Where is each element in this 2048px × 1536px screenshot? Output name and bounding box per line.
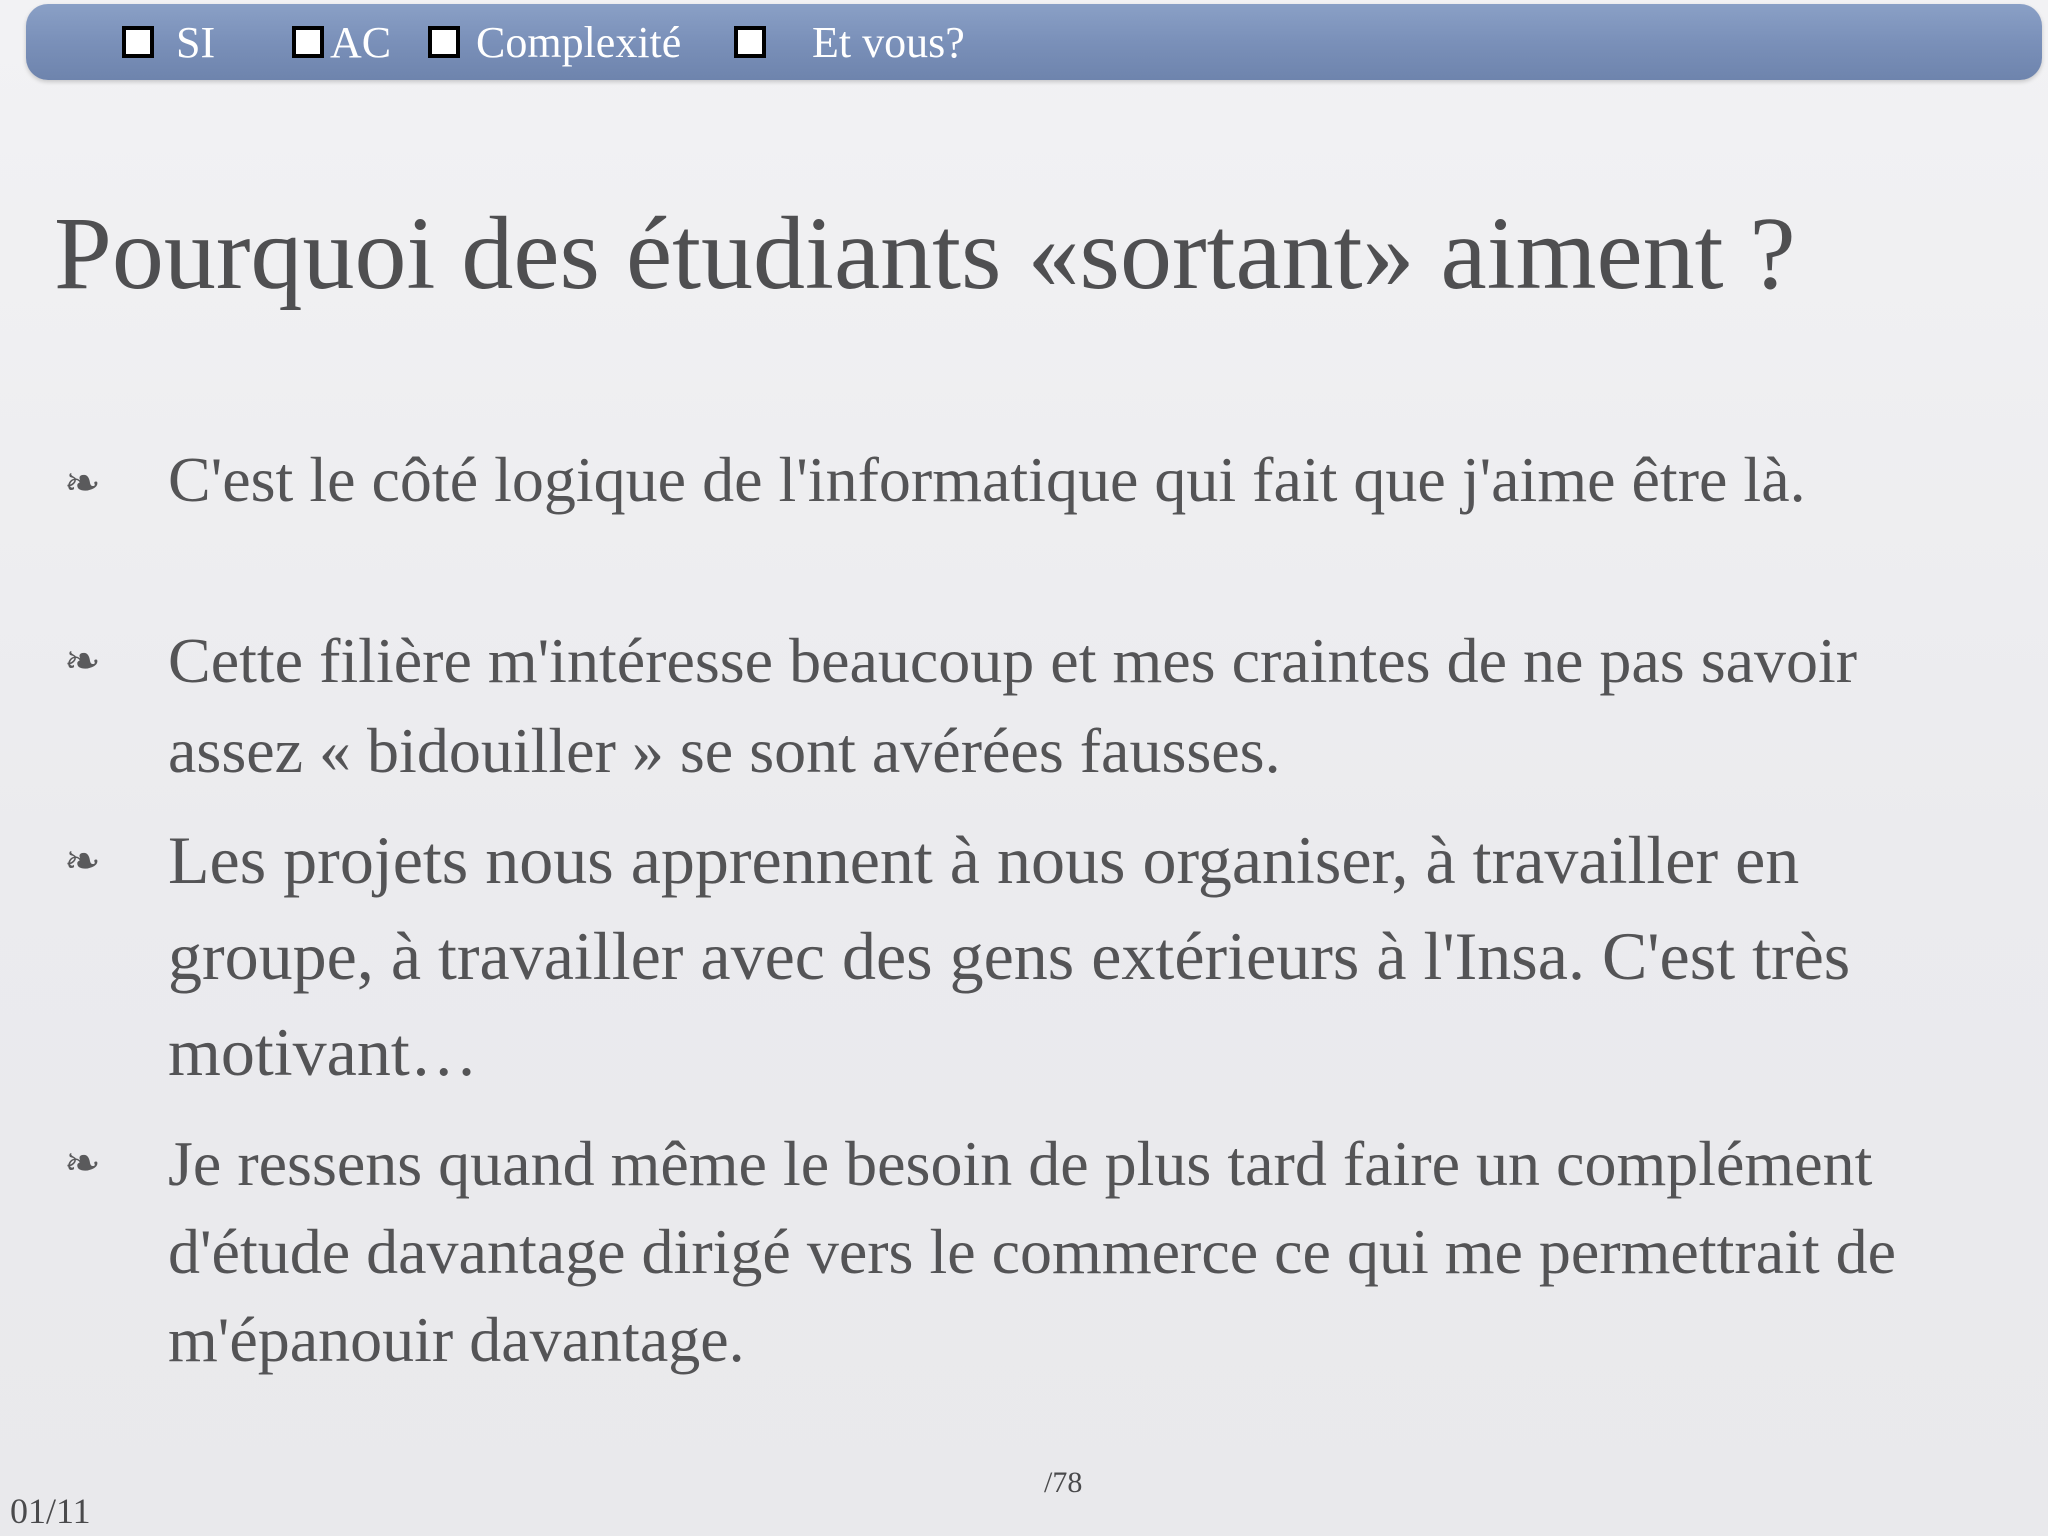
bullet-text: C'est le côté logique de l'informatique qui fait que j'aime être là. bbox=[168, 444, 1806, 515]
bullet-text: Les projets nous apprennent à nous organiser, à travailler en groupe, à travailler avec des gens extérieurs à l'Insa. C'est très motivant… bbox=[168, 822, 1851, 1090]
nav-item-label: SI bbox=[176, 17, 216, 67]
slide-counter: 01/11 bbox=[10, 1491, 91, 1531]
page-total: /78 bbox=[1044, 1466, 1083, 1499]
bullet-text: Cette filière m'intéresse beaucoup et mes craintes de ne pas savoir assez « bidouiller » se sont avérées fausses. bbox=[168, 625, 1858, 786]
bullet-text: Je ressens quand même le besoin de plus tard faire un complément d'étude davantage dirigé vers le commerce ce qui me permettrait de m'épanouir davantage. bbox=[168, 1128, 1897, 1375]
nav-item-label: AC bbox=[330, 17, 392, 67]
nav-item-label: Et vous? bbox=[812, 17, 965, 67]
fleuron-bullet-icon: ❧ bbox=[64, 458, 101, 509]
nav-item-label: Complexité bbox=[476, 17, 682, 67]
fleuron-bullet-icon: ❧ bbox=[64, 636, 101, 687]
fleuron-bullet-icon: ❧ bbox=[64, 836, 101, 887]
slide-title: Pourquoi des étudiants «sortant» aiment ? bbox=[54, 196, 1796, 311]
fleuron-bullet-icon: ❧ bbox=[64, 1138, 101, 1189]
